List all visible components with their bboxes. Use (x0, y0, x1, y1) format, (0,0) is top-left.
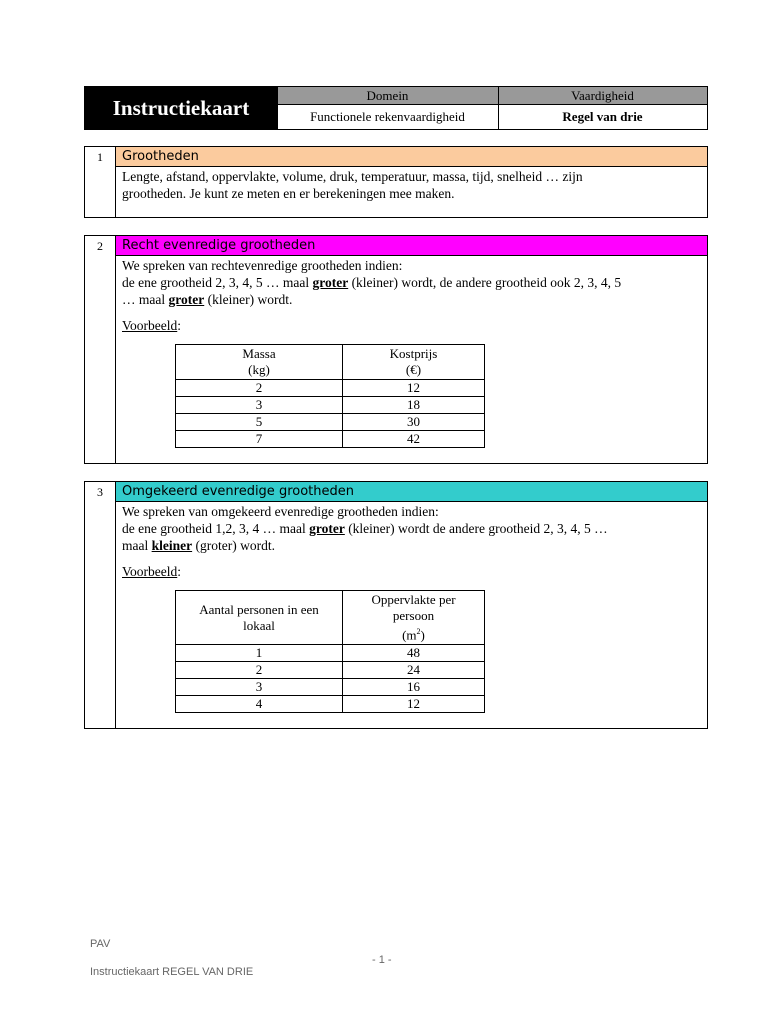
section-title: Omgekeerd evenredige grootheden (116, 482, 707, 502)
table-cell: 12 (343, 696, 485, 713)
section-recht-evenredig (84, 235, 708, 464)
section-grootheden (84, 146, 708, 218)
table-header-kostprijs: Kostprijs (€) (343, 345, 485, 380)
body-line: We spreken van omgekeerd evenredige grootheden indien: (122, 504, 439, 519)
body-line (122, 537, 687, 554)
table-cell: 4 (176, 696, 343, 713)
page-number: - 1 - (372, 954, 392, 966)
text-run: (kleiner) wordt, de andere grootheid ook 2, 3, 4, 5 (348, 275, 622, 290)
body-line: grootheden. Je kunt ze meten en er berekeningen mee maken. (122, 186, 455, 201)
section-title: Grootheden (116, 147, 707, 167)
table-row (176, 380, 485, 397)
body-line (122, 274, 687, 291)
table-header-row (176, 345, 485, 380)
table-header-row (176, 591, 485, 645)
section-divider (115, 482, 116, 728)
table-cell: 5 (176, 414, 343, 431)
table-row (176, 679, 485, 696)
table-cell: 7 (176, 431, 343, 448)
text-run: de ene grootheid 1,2, 3, 4 … maal (122, 521, 310, 536)
table-cell: 12 (343, 380, 485, 397)
table-cell: 2 (176, 662, 343, 679)
example-table-massa-kostprijs (175, 344, 485, 448)
section-number: 1 (97, 150, 103, 164)
emphasis-groter: groter (309, 521, 345, 536)
header-divider (498, 87, 499, 129)
vaardigheid-label: Vaardigheid (498, 87, 707, 105)
section-body (122, 503, 687, 580)
table-cell: 24 (343, 662, 485, 679)
table-cell: 3 (176, 397, 343, 414)
body-line (122, 291, 687, 308)
table-header-oppervlakte: Oppervlakte per persoon $(m^2)$ (343, 591, 485, 645)
table-row (176, 414, 485, 431)
header-divider (277, 87, 278, 129)
body-line (122, 520, 687, 537)
table-row (176, 645, 485, 662)
text-run: maal (122, 538, 152, 553)
table-cell: 3 (176, 679, 343, 696)
card-header (84, 86, 708, 130)
table-header-massa: Massa (kg) (176, 345, 343, 380)
text-run: (kleiner) wordt de andere grootheid 2, 3, 4, 5 … (344, 521, 608, 536)
section-divider (115, 236, 116, 463)
section-body (122, 257, 687, 334)
table-row (176, 431, 485, 448)
emphasis-groter: groter (312, 275, 349, 290)
table-cell: 48 (343, 645, 485, 662)
text-run: (groter) wordt. (192, 538, 275, 553)
card-title: Instructiekaart (85, 87, 277, 129)
table-cell: 16 (343, 679, 485, 696)
emphasis-groter: groter (168, 292, 205, 307)
table-row (176, 662, 485, 679)
section-omgekeerd-evenredig (84, 481, 708, 729)
text-run: de ene grootheid 2, 3, 4, 5 … maal (122, 275, 313, 290)
example-label: Voorbeeld: (122, 564, 182, 579)
table-cell: 18 (343, 397, 485, 414)
domein-label: Domein (277, 87, 498, 105)
table-row (176, 696, 485, 713)
domein-value: Functionele rekenvaardigheid (310, 109, 465, 124)
example-table-personen-oppervlakte (175, 590, 485, 713)
vaardigheid-value: Regel van drie (562, 109, 643, 124)
table-header-aantal-personen: Aantal personen in een lokaal (176, 591, 343, 645)
table-row (176, 397, 485, 414)
text-run: (kleiner) wordt. (204, 292, 293, 307)
section-number: 2 (97, 239, 103, 253)
footer-pav: PAV (90, 938, 111, 950)
section-title: Recht evenredige grootheden (116, 236, 707, 256)
example-label: Voorbeeld: (122, 318, 182, 333)
emphasis-kleiner: kleiner (151, 538, 193, 553)
table-cell: 2 (176, 380, 343, 397)
body-line: Lengte, afstand, oppervlakte, volume, druk, temperatuur, massa, tijd, snelheid … zijn (122, 169, 583, 184)
table-cell: 1 (176, 645, 343, 662)
table-cell: 30 (343, 414, 485, 431)
text-run: … maal (122, 292, 169, 307)
section-number: 3 (97, 485, 103, 499)
footer-title: Instructiekaart REGEL VAN DRIE (90, 966, 254, 978)
table-cell: 42 (343, 431, 485, 448)
section-body (122, 168, 687, 202)
body-line: We spreken van rechtevenredige grootheden indien: (122, 258, 403, 273)
